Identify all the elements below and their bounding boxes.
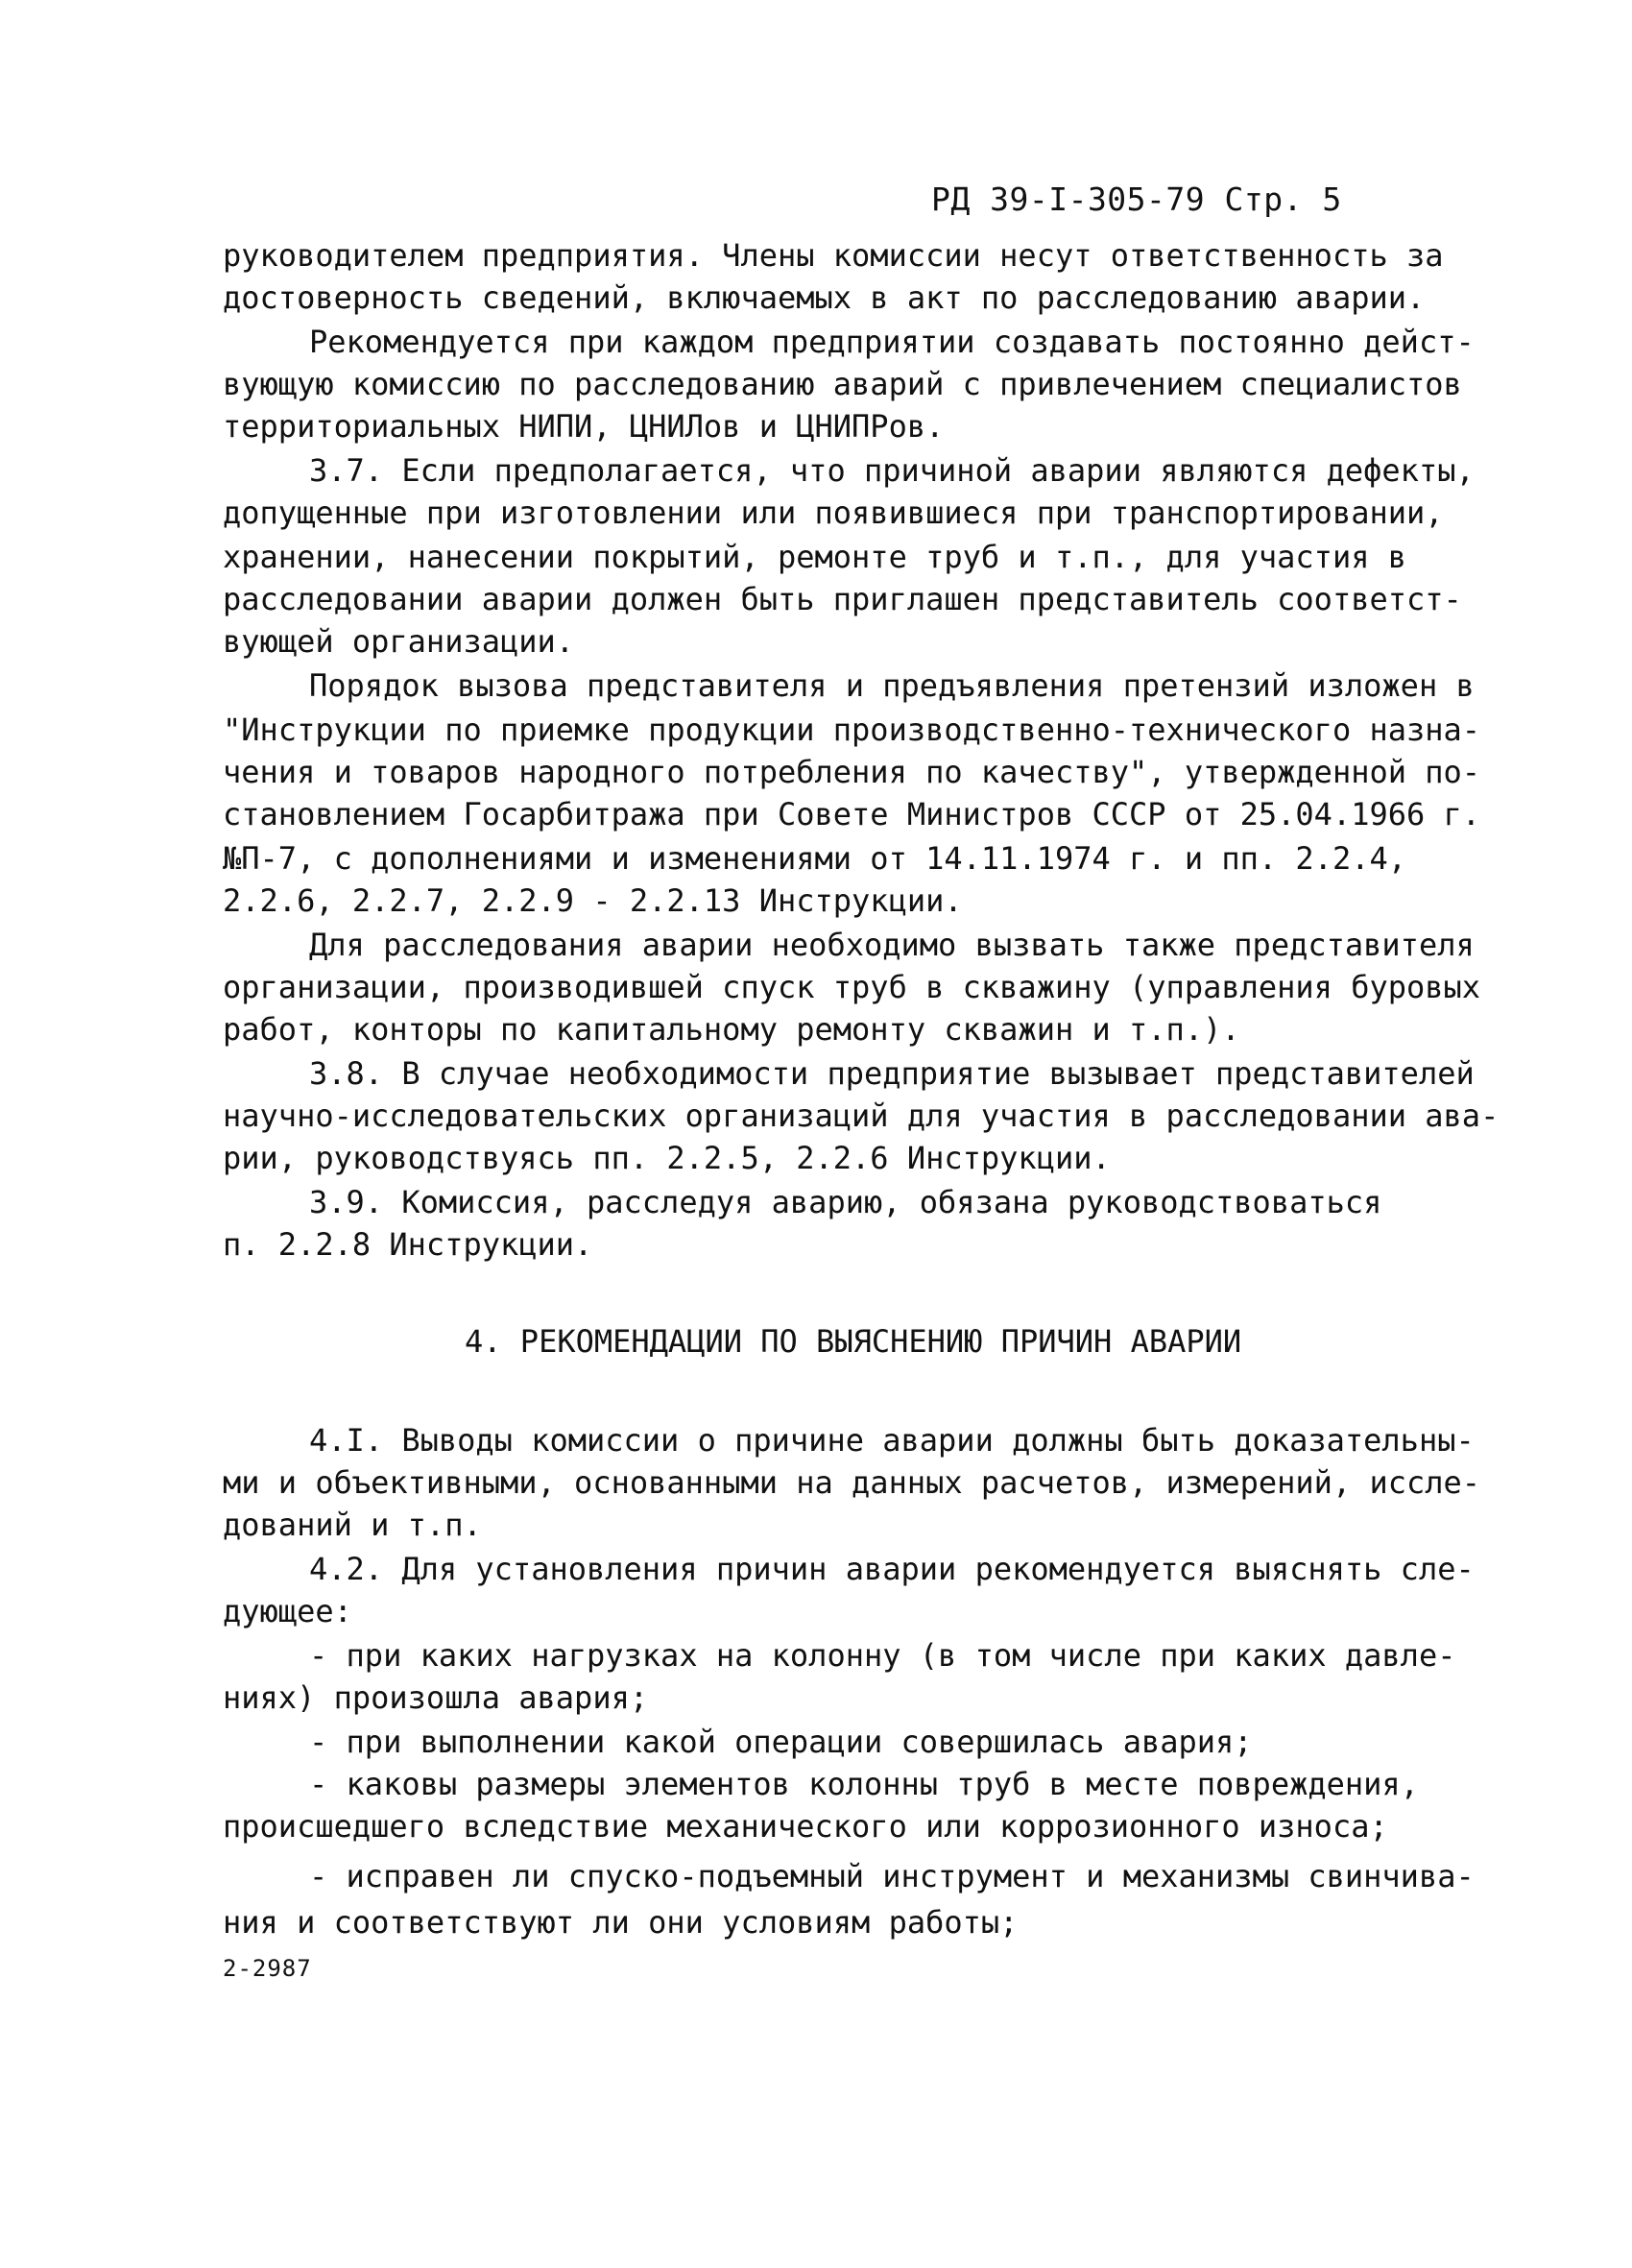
list-item: - при выполнении какой операции совершилась авария;: [309, 1724, 1253, 1760]
text-line: "Инструкции по приемке продукции производственно-технического назна-: [223, 712, 1481, 748]
text-line: руководителем предприятия. Члены комиссии несут ответственность за: [223, 237, 1444, 274]
section-heading: 4. РЕКОМЕНДАЦИИ ПО ВЫЯСНЕНИЮ ПРИЧИН АВАРИИ: [465, 1323, 1242, 1360]
text-line: хранении, нанесении покрытий, ремонте труб и т.п., для участия в: [223, 539, 1406, 575]
text-line: дований и т.п.: [223, 1507, 482, 1543]
text-line: Для расследования аварии необходимо вызвать также представителя: [309, 927, 1475, 963]
text-line: ния и соответствуют ли они условиям работы;: [223, 1904, 1019, 1941]
text-line: дующее:: [223, 1593, 352, 1629]
footer-code: 2-2987: [223, 1955, 312, 1982]
list-item: - при каких нагрузках на колонну (в том числе при каких давле-: [309, 1637, 1456, 1674]
text-line: ниях) произошла авария;: [223, 1679, 649, 1716]
text-line: происшедшего вследствие механического или коррозионного износа;: [223, 1808, 1388, 1845]
text-line: допущенные при изготовлении или появившиеся при транспортировании,: [223, 495, 1444, 531]
text-line: Рекомендуется при каждом предприятии создавать постоянно дейст-: [309, 324, 1475, 360]
text-line: расследовании аварии должен быть приглашен представитель соответст-: [223, 581, 1462, 617]
text-line: чения и товаров народного потребления по качеству", утвержденной по-: [223, 754, 1481, 790]
text-line: №П-7, с дополнениями и изменениями от 14.11.1974 г. и пп. 2.2.4,: [223, 840, 1406, 877]
page-header-ref: РД 39-I-305-79 Стр. 5: [931, 181, 1342, 218]
text-line: ми и объективными, основанными на данных расчетов, измерений, иссле-: [223, 1464, 1481, 1501]
text-line: вующей организации.: [223, 623, 575, 660]
text-line: организации, производившей спуск труб в скважину (управления буровых: [223, 969, 1481, 1005]
text-line: п. 2.2.8 Инструкции.: [223, 1226, 593, 1263]
text-line: 3.9. Комиссия, расследуя аварию, обязана руководствоваться: [309, 1184, 1382, 1220]
text-line: научно-исследовательских организаций для участия в расследовании ава-: [223, 1098, 1500, 1134]
list-item: - каковы размеры элементов колонны труб в месте повреждения,: [309, 1766, 1419, 1802]
text-line: 2.2.6, 2.2.7, 2.2.9 - 2.2.13 Инструкции.: [223, 882, 963, 919]
text-line: становлением Госарбитража при Совете Министров СССР от 25.04.1966 г.: [223, 796, 1481, 832]
text-line: 3.8. В случае необходимости предприятие вызывает представителей: [309, 1055, 1475, 1092]
text-line: рии, руководствуясь пп. 2.2.5, 2.2.6 Инструкции.: [223, 1140, 1111, 1176]
text-line: 3.7. Если предполагается, что причиной аварии являются дефекты,: [309, 452, 1475, 489]
text-line: достоверность сведений, включаемых в акт по расследованию аварии.: [223, 279, 1426, 316]
text-line: вующую комиссию по расследованию аварий с привлечением специалистов: [223, 366, 1462, 402]
text-line: территориальных НИПИ, ЦНИЛов и ЦНИПРов.: [223, 408, 945, 445]
text-line: Порядок вызова представителя и предъявления претензий изложен в: [309, 667, 1475, 704]
text-line: 4.I. Выводы комиссии о причине аварии должны быть доказательны-: [309, 1422, 1475, 1459]
text-line: 4.2. Для установления причин аварии рекомендуется выяснять сле-: [309, 1551, 1475, 1587]
text-line: работ, конторы по капитальному ремонту скважин и т.п.).: [223, 1011, 1240, 1048]
list-item: - исправен ли спуско-подъемный инструмент и механизмы свинчива-: [309, 1858, 1475, 1894]
